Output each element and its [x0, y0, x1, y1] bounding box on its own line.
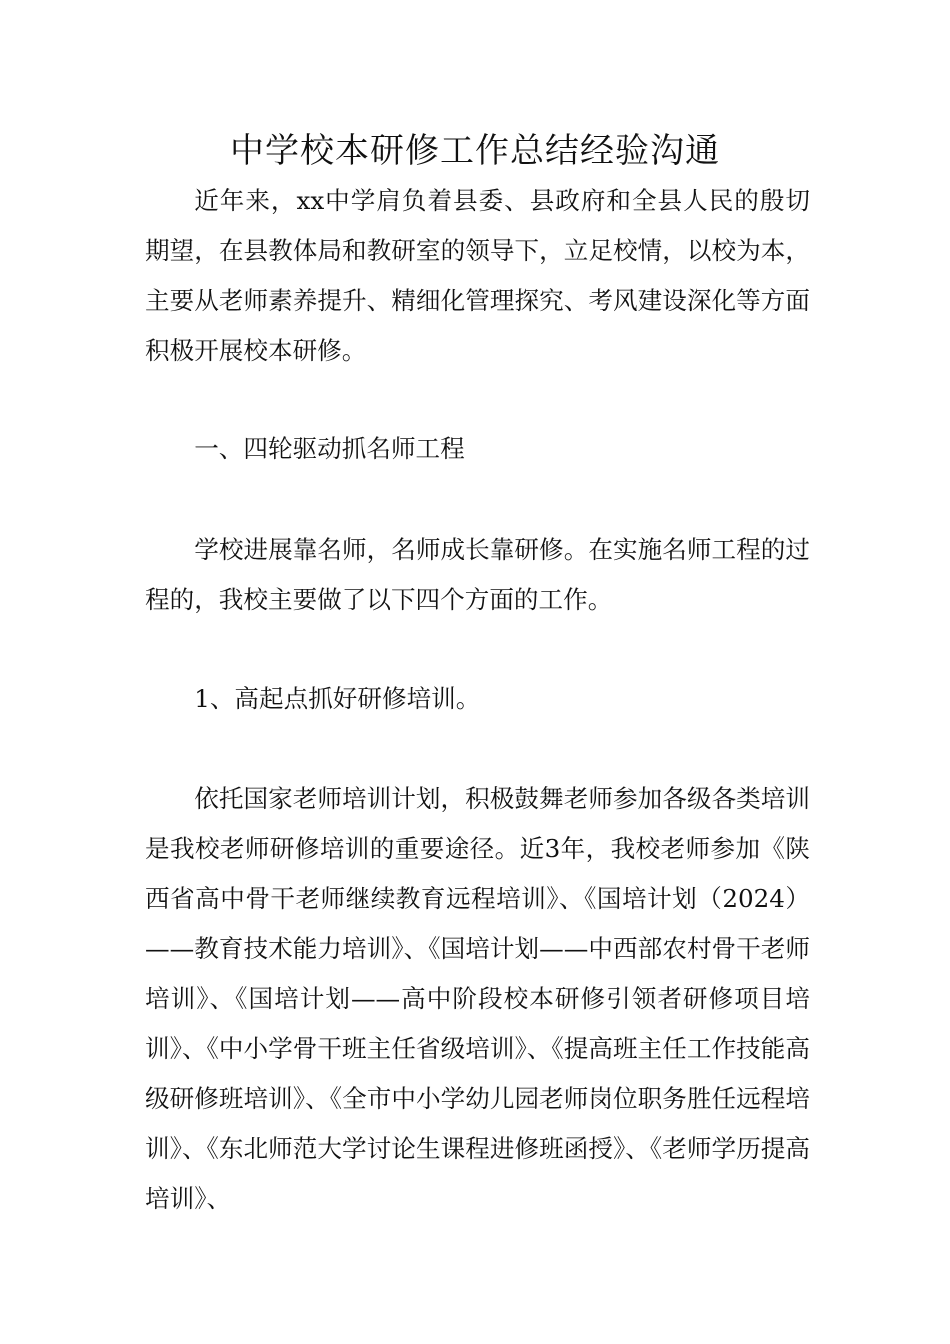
intro-paragraph: 近年来，xx中学肩负着县委、县政府和全县人民的殷切期望，在县教体局和教研室的领导下，立足校情，以校为本，主要从老师素养提升、精细化管理探究、考风建设深化等方面积极开展校本研修。 [145, 186, 810, 365]
body-paragraph: 依托国家老师培训计划，积极鼓舞老师参加各级各类培训是我校老师研修培训的重要途径。近3年，我校老师参加《陕西省高中骨干老师继续教育远程培训》、《国培计划（2024）——教育技术能力培训》、《国培计划——中西部农村骨干老师培训》、《国培计划——高中阶段校本研修引领者研修项目培训》、《中小学骨干班主任省级培训》、《提高班主任工作技能高级研修班培训》、《全市中小学幼儿园老师岗位职务胜任远程培训》、《东北师范大学讨论生课程进修班函授》、《老师学历提高培训》、 [145, 784, 810, 1213]
document-title: 中学校本研修工作总结经验沟通 [230, 131, 720, 171]
body-paragraph: 学校进展靠名师，名师成长靠研修。在实施名师工程的过程的，我校主要做了以下四个方面的工作。 [145, 535, 810, 614]
subsection-heading: 1、高起点抓好研修培训。 [194, 684, 481, 713]
section-heading: 一、四轮驱动抓名师工程 [194, 434, 465, 463]
